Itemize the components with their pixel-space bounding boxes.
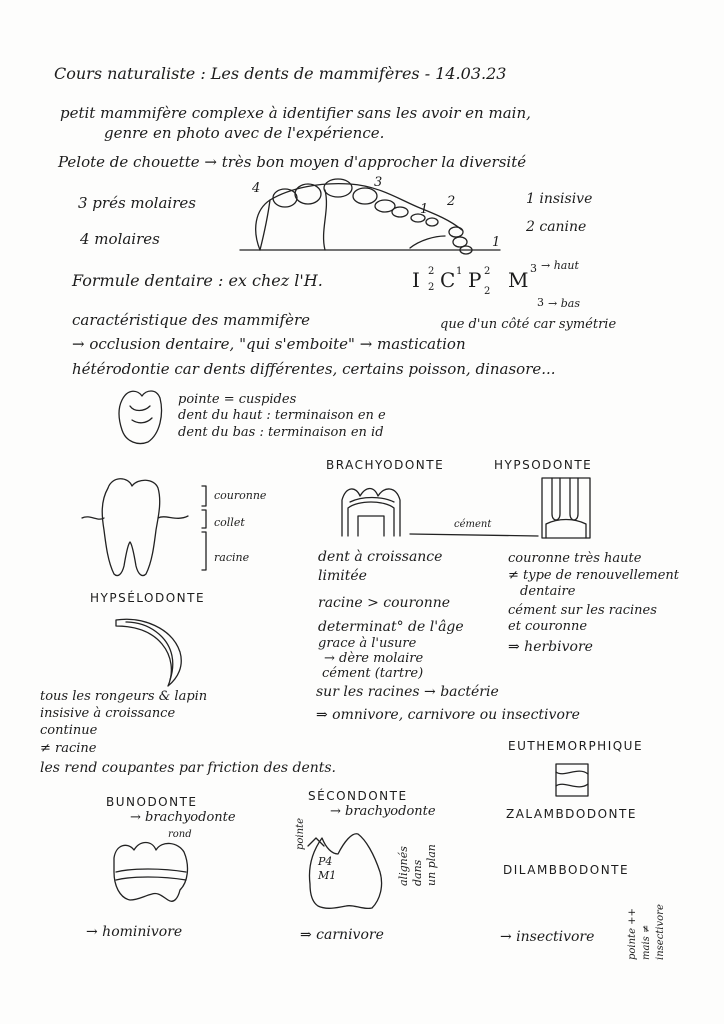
molar-anatomy-sketch <box>76 474 206 584</box>
hypsodonte-line-3: dentaire <box>520 584 576 599</box>
dilambdodonte-side-2: mais ≠ <box>641 924 652 960</box>
formula-bas: → bas <box>548 297 580 310</box>
hypselodonte-line-1: tous les rongeurs & lapin <box>40 689 208 704</box>
bunodonte-rond-label: rond <box>168 829 192 840</box>
brachyodonte-line-9: ⇒ omnivore, carnivore ou insectivore <box>316 707 580 723</box>
formula-I-sub: 2 <box>428 282 435 293</box>
dilambdodonte-food: → insectivore <box>500 929 595 945</box>
hypsodonte-line-1: couronne très haute <box>508 551 642 566</box>
hypselodonte-incisor-sketch <box>112 612 192 692</box>
cusp-tooth-sketch <box>114 386 166 446</box>
pelote-line: Pelote de chouette → très bon moyen d'approcher la diversité <box>58 153 527 171</box>
molar-anatomy-brackets <box>200 484 214 574</box>
secondonte-m1-label: M1 <box>318 869 337 882</box>
skull-sketch <box>230 170 510 260</box>
hypselodonte-line-3: continue <box>40 723 98 738</box>
brachyodonte-sketch <box>338 480 408 540</box>
brachyodonte-line-5: grace à l'usure <box>318 636 417 651</box>
caract-line-2: → occlusion dentaire, "qui s'emboite" → mastication <box>72 335 466 353</box>
caract-line-3: hétérodontie car dents différentes, certains poisson, dinasore... <box>72 360 556 378</box>
dilambdodonte-title: DILAMBBODONTE <box>503 863 630 877</box>
secondonte-food: ⇒ carnivore <box>300 927 384 943</box>
formula-P-sub: 2 <box>484 286 491 297</box>
secondonte-side-1: alignés <box>397 846 410 886</box>
cement-label: cément <box>454 519 492 530</box>
molar-label-racine: racine <box>214 551 250 564</box>
skull-number-4: 4 <box>252 181 261 196</box>
cement-leader-line <box>408 528 548 542</box>
cusp-line-3: dent du bas : terminaison en id <box>178 425 384 440</box>
secondonte-sub: → brachyodonte <box>330 804 436 819</box>
skull-label-molars: 4 molaires <box>80 230 160 248</box>
brachyodonte-line-2: limitée <box>318 568 367 584</box>
caract-line-1: caractéristique des mammifère <box>72 311 310 329</box>
formula-I: I <box>412 268 420 292</box>
dilambdodonte-side-1: pointe ++ <box>627 908 638 960</box>
secondonte-title: SÉCONDONTE <box>308 789 408 803</box>
intro-line-1: petit mammifère complexe à identifier sans les avoir en main, <box>60 104 531 122</box>
hypsodonte-line-5: et couronne <box>508 619 588 634</box>
skull-number-1b: 1 <box>492 235 501 250</box>
cusp-line-2: dent du haut : terminaison en e <box>178 408 386 423</box>
hypselodonte-line-4: ≠ racine <box>40 741 97 756</box>
brachyodonte-line-7: cément (tartre) <box>322 666 424 681</box>
formula-P: P <box>468 268 482 292</box>
bunodonte-title: BUNODONTE <box>106 795 198 809</box>
bunodonte-food: → hominivore <box>86 924 183 940</box>
bunodonte-sketch <box>108 838 198 908</box>
euthemorphique-title: EUTHEMORPHIQUE <box>508 739 644 753</box>
molar-label-couronne: couronne <box>214 489 267 502</box>
brachyodonte-line-3: racine > couronne <box>318 595 451 611</box>
intro-line-2: genre en photo avec de l'expérience. <box>104 124 385 142</box>
hypselodonte-line-2: insisive à croissance <box>40 706 176 721</box>
skull-number-2: 2 <box>447 194 456 209</box>
brachyodonte-line-1: dent à croissance <box>318 549 443 565</box>
formula-P-sup: 2 <box>484 266 491 277</box>
brachyodonte-line-8: sur les racines → bactérie <box>316 684 499 700</box>
cusp-line-1: pointe = cuspides <box>178 392 297 407</box>
secondonte-p4-label: P4 <box>318 855 333 868</box>
brachyodonte-line-4: determinat° de l'âge <box>318 619 464 635</box>
dilambdodonte-side-3: insectivore <box>655 904 666 960</box>
skull-number-1a: 1 <box>420 202 429 217</box>
page-title: Cours naturaliste : Les dents de mammifères - 14.03.23 <box>54 64 507 83</box>
formula-C: C <box>440 268 456 292</box>
formula-haut: → haut <box>541 259 579 272</box>
hypsodonte-line-4: cément sur les racines <box>508 603 657 618</box>
zalambdodonte-title: ZALAMBDODONTE <box>506 807 637 821</box>
secondonte-side-2: dans <box>411 859 424 886</box>
skull-label-premolars: 3 prés molaires <box>78 194 196 212</box>
formula-M-sup: 3 <box>530 262 537 275</box>
hypselodonte-title: HYPSÉLODONTE <box>90 591 206 605</box>
hypselodonte-line-5: les rend coupantes par friction des dents. <box>40 760 337 776</box>
hypsodonte-title: HYPSODONTE <box>494 458 593 472</box>
secondonte-sketch <box>302 824 390 914</box>
secondonte-pointe-label: pointe <box>295 818 306 850</box>
skull-number-3: 3 <box>374 175 383 190</box>
secondonte-side-3: un plan <box>425 844 438 886</box>
hypsodonte-line-6: ⇒ herbivore <box>508 639 593 655</box>
formula-I-sup: 2 <box>428 266 435 277</box>
caract-line-1-side: que d'un côté car symétrie <box>440 317 617 332</box>
skull-label-incisor: 1 insisive <box>526 191 593 207</box>
molar-label-collet: collet <box>214 516 245 529</box>
brachyodonte-line-6: → dère molaire <box>324 651 424 666</box>
formula-M: M <box>508 268 529 292</box>
euthemorphique-sketch <box>554 762 594 800</box>
bunodonte-sub: → brachyodonte <box>130 810 236 825</box>
brachyodonte-title: BRACHYODONTE <box>326 458 445 472</box>
skull-label-canine: 2 canine <box>526 219 587 235</box>
formula-M-sub: 3 <box>537 296 544 309</box>
formula-C-sup: 1 <box>456 266 463 277</box>
formula-prefix: Formule dentaire : ex chez l'H. <box>72 271 323 290</box>
hypsodonte-line-2: ≠ type de renouvellement <box>508 568 680 583</box>
